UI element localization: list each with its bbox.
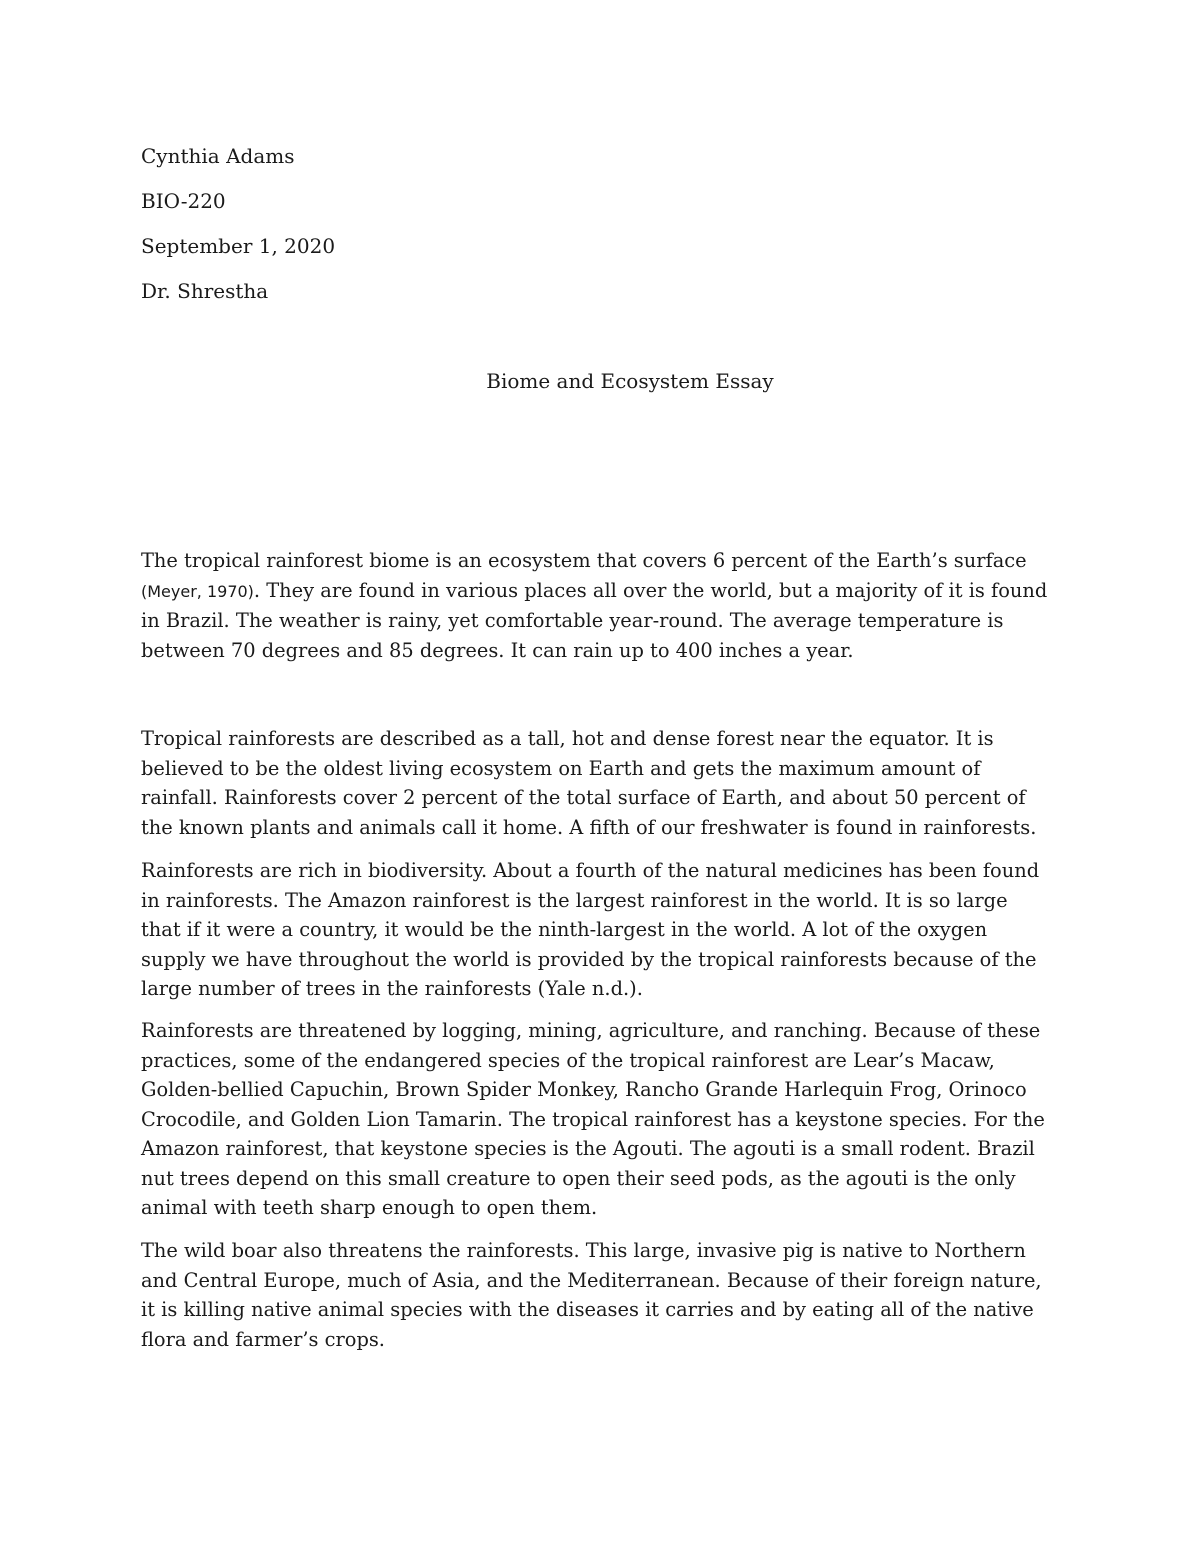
citation-meyer: (Meyer, 1970) [141,581,254,601]
essay-date: September 1, 2020 [141,234,336,258]
paragraph-3: Rainforests are rich in biodiversity. About a fourth of the natural medicines has been found in rainforests. The Amazon rainforest is the largest rainforest in the world. It is so large that if it were a country, it would be the ninth-largest in the world. A lot of the oxygen supply we have throughout the world is provided by the tropical rainforests because of the large number of trees in the rainforests (Yale n.d.). [141,859,1040,1000]
paragraph-1-text-a: The tropical rainforest biome is an ecosystem that covers 6 percent of the Earth’s surface [141,549,1027,572]
paragraph-4: Rainforests are threatened by logging, mining, agriculture, and ranching. Because of these practices, some of the endangered species of the tropical rainforest are Lear’s Macaw, Golden-bellied Capuchin, Brown Spider Monkey, Rancho Grande Harlequin Frog, Orinoco Crocodile, and Golden Lion Tamarin. The tropical rainforest has a keystone species. For the Amazon rainforest, that keystone species is the Agouti. The agouti is a small rodent. Brazil nut trees depend on this small creature to open their seed pods, as the agouti is the only animal with teeth sharp enough to open them. [141,1019,1045,1219]
paragraph-5: The wild boar also threatens the rainforests. This large, invasive pig is native to Northern and Central Europe, much of Asia, and the Mediterranean. Because of their foreign nature, it is killing native animal species with the diseases it carries and by eating all of the native flora and farmer’s crops. [141,1239,1042,1351]
essay-title: Biome and Ecosystem Essay [486,369,774,393]
paragraph-2: Tropical rainforests are described as a tall, hot and dense forest near the equator. It is believed to be the oldest living ecosystem on Earth and gets the maximum amount of rainfall. Rainforests cover 2 percent of the total surface of Earth, and about 50 percent of the known plants and animals call it home. A fifth of our freshwater is found in rainforests. [141,727,1037,839]
paragraph-1-text-b: . They are found in various places all over the world, but a majority of it is found in Brazil. The weather is rainy, yet comfortable year-round. The average temperature is between 70 degrees and 85 degrees. It can rain up to 400 inches a year. [141,578,1048,662]
student-name: Cynthia Adams [141,144,295,168]
instructor-name: Dr. Shrestha [141,279,269,303]
paragraph-1 [141,546,1051,665]
essay-header [141,142,741,322]
course-code: BIO-220 [141,189,226,213]
